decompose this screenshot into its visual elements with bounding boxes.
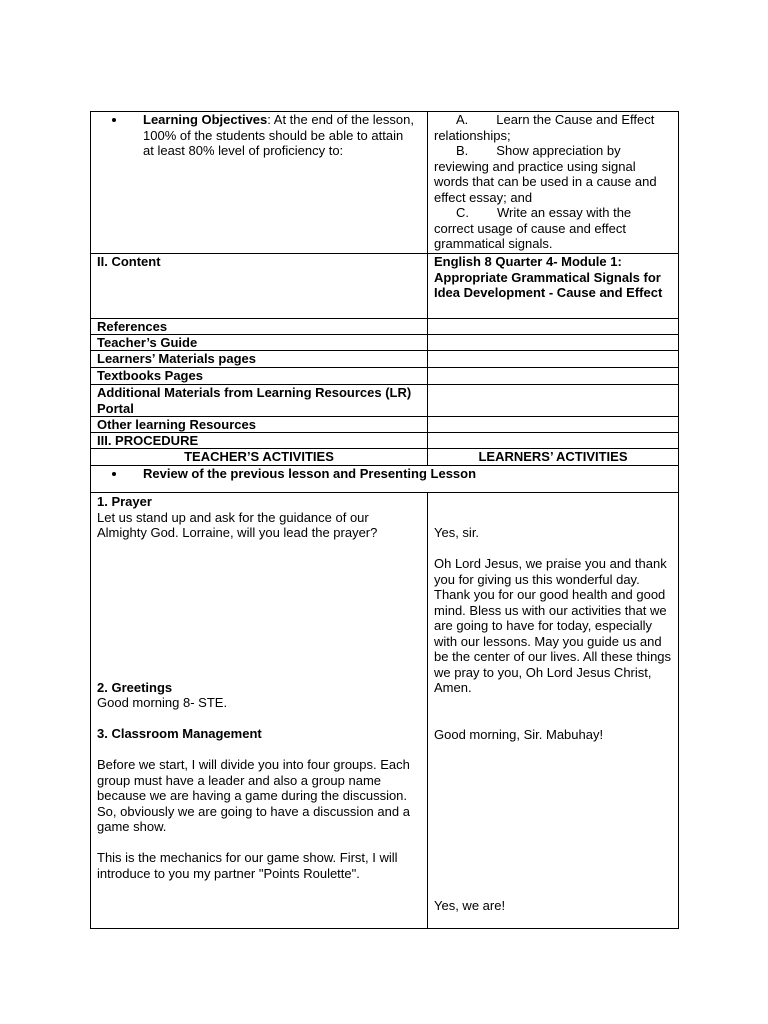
prayer-body: Oh Lord Jesus, we praise you and thank you for giving us this wonderful day. Thank you for our good health and good mind. Bless us with our activities that we are going to have for today, especially with our lessons. May you guide us and be the center of our lives. All these things we pray to you, Oh Lord Jesus Christ, Amen. [434,556,672,695]
teacher-header: TEACHER’S ACTIVITIES [91,449,428,465]
procedure-label: III. PROCEDURE [91,433,428,448]
activities-body [91,493,678,929]
ref-label: Textbooks Pages [91,368,428,384]
ref-label: Additional Materials from Learning Resources (LR) Portal [91,385,428,416]
ref-row [91,385,678,417]
prayer-reply: Yes, sir. [434,525,480,540]
objectives-label: Learning Objectives [143,112,268,127]
objectives-cell [91,112,428,253]
ref-row [91,417,678,433]
objective-c: C. Write an essay with the correct usage of cause and effect grammatical signals. [434,205,632,251]
learner-activities [428,493,678,929]
ref-label: Teacher’s Guide [91,335,428,350]
greetings-reply: Good morning, Sir. Mabuhay! [434,726,604,742]
procedure-row [91,433,678,449]
final-reply: Yes, we are! [434,898,506,913]
management-text: Before we start, I will divide you into four groups. Each group must have a leader and also a group name because we are having a game during the discussion. So, obviously we are going to have a discussion and a game show. [97,757,410,834]
prayer-text: Let us stand up and ask for the guidance of our Almighty God. Lorraine, will you lead the prayer? [97,509,378,540]
prayer-title: 1. Prayer [97,494,152,509]
ref-label: References [91,319,428,334]
review-row [91,466,678,493]
learner-header: LEARNERS’ ACTIVITIES [478,449,628,464]
mechanics-text: This is the mechanics for our game show. First, I will introduce to you my partner "Points Roulette". [97,850,398,881]
activities-header-row [91,449,678,466]
teacher-activities [91,493,428,929]
content-row [91,254,678,319]
ref-row [91,368,678,385]
content-value: English 8 Quarter 4- Module 1: Appropriate Grammatical Signals for Idea Development - Cause and Effect [434,254,663,300]
greetings-title: 2. Greetings [97,679,173,695]
objective-b: B. Show appreciation by reviewing and practice using signal words that can be used in a cause and effect essay; and [434,143,657,205]
content-label: II. Content [91,254,428,318]
review-cell [91,466,678,492]
ref-row [91,351,678,368]
objectives-text: : At the end of the lesson, 100% of the students should be able to attain at least 80% level of proficiency to: [143,112,414,158]
lesson-plan-table [90,111,679,929]
ref-label: Learners’ Materials pages [91,351,428,367]
management-title: 3. Classroom Management [97,726,262,741]
objectives-row [91,112,678,254]
objective-a: A. Learn the Cause and Effect relationships; [434,112,655,143]
greetings-text: Good morning 8- STE. [97,695,228,710]
objectives-list [428,112,678,253]
ref-label: Other learning Resources [91,417,428,432]
ref-row [91,319,678,335]
review-label: Review of the previous lesson and Presenting Lesson [143,466,477,481]
ref-row [91,335,678,351]
